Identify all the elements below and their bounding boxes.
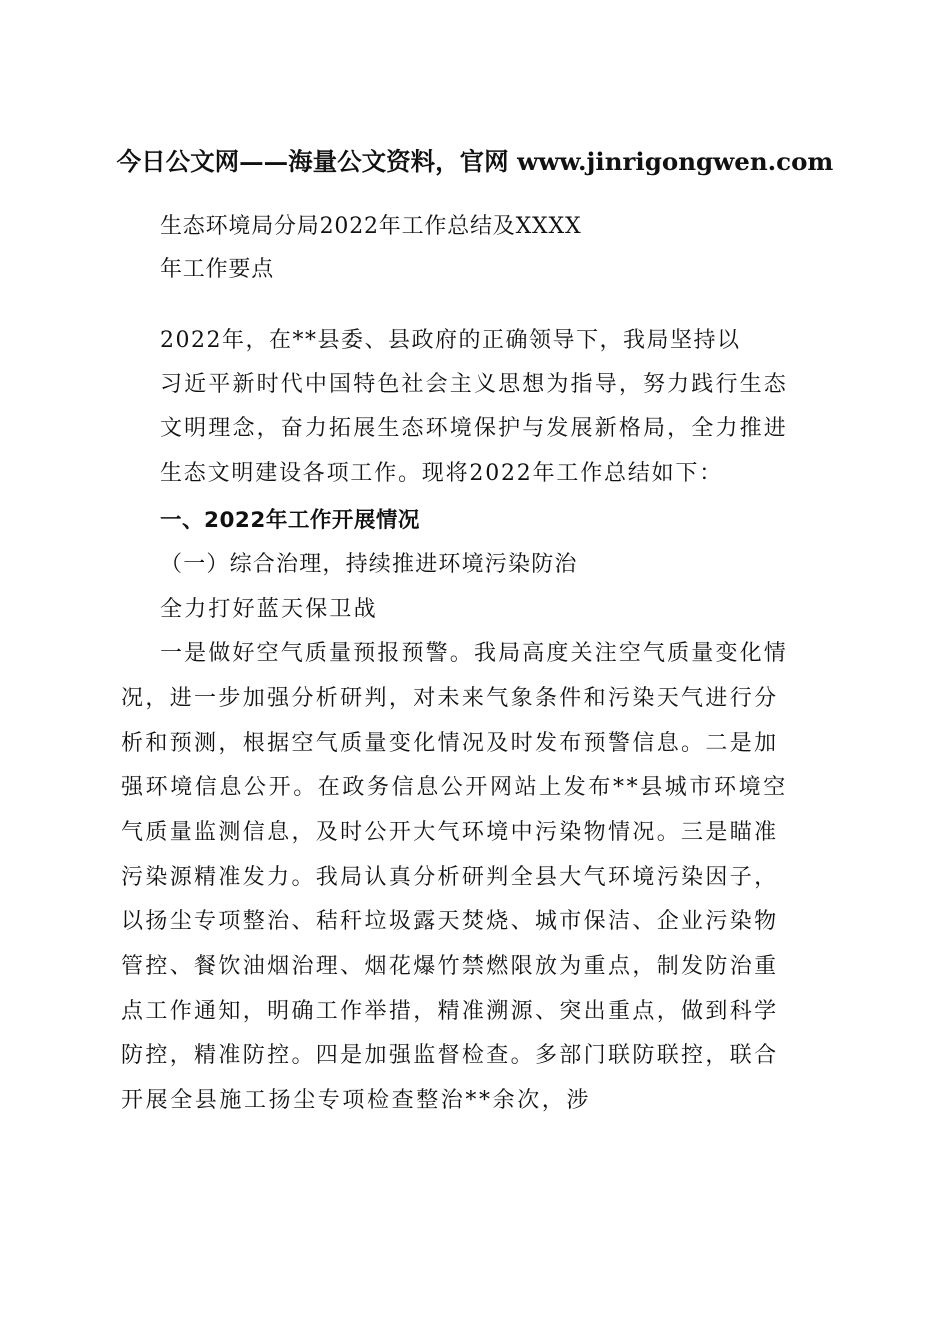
document-title-line-2: 年工作要点 <box>160 257 275 282</box>
paragraph-line: 气质量监测信息，及时公开大气环境中污染物情况。三是瞄准 <box>121 820 779 845</box>
site-banner: 今日公文网——海量公文资料，官网 www.jinrigongwen.com <box>116 147 834 176</box>
paragraph-line: 管控、餐饮油烟治理、烟花爆竹禁燃限放为重点，制发防治重 <box>121 954 779 979</box>
paragraph-line: 污染源精准发力。我局认真分析研判全县大气环境污染因子， <box>121 865 779 890</box>
intro-line: 文明理念，奋力拓展生态环境保护与发展新格局，全力推进 <box>160 416 788 441</box>
subsection-heading: （一）综合治理，持续推进环境污染防治 <box>160 552 578 577</box>
paragraph-line: 开展全县施工扬尘专项检查整治**余次，涉 <box>121 1088 592 1113</box>
paragraph-line: 点工作通知，明确工作举措，精准溯源、突出重点，做到科学 <box>121 999 779 1024</box>
sub-title: 全力打好蓝天保卫战 <box>160 597 378 622</box>
paragraph-line: 防控，精准防控。四是加强监督检查。多部门联防联控，联合 <box>121 1043 779 1068</box>
paragraph-line: 况，进一步加强分析研判，对未来气象条件和污染天气进行分 <box>121 686 779 711</box>
paragraph-line: 以扬尘专项整治、秸秆垃圾露天焚烧、城市保洁、企业污染物 <box>121 909 779 934</box>
document-title-line-1: 生态环境局分局2022年工作总结及XXXX <box>160 214 582 239</box>
section-heading: 一、2022年工作开展情况 <box>160 508 420 533</box>
intro-line: 习近平新时代中国特色社会主义思想为指导，努力践行生态 <box>160 372 788 397</box>
paragraph-line: 一是做好空气质量预报预警。我局高度关注空气质量变化情 <box>160 641 788 666</box>
intro-line: 2022年，在**县委、县政府的正确领导下，我局坚持以 <box>160 328 741 353</box>
intro-line: 生态文明建设各项工作。现将2022年工作总结如下： <box>160 461 723 486</box>
paragraph-line: 析和预测，根据空气质量变化情况及时发布预警信息。二是加 <box>121 731 779 756</box>
paragraph-line: 强环境信息公开。在政务信息公开网站上发布**县城市环境空 <box>121 775 788 800</box>
